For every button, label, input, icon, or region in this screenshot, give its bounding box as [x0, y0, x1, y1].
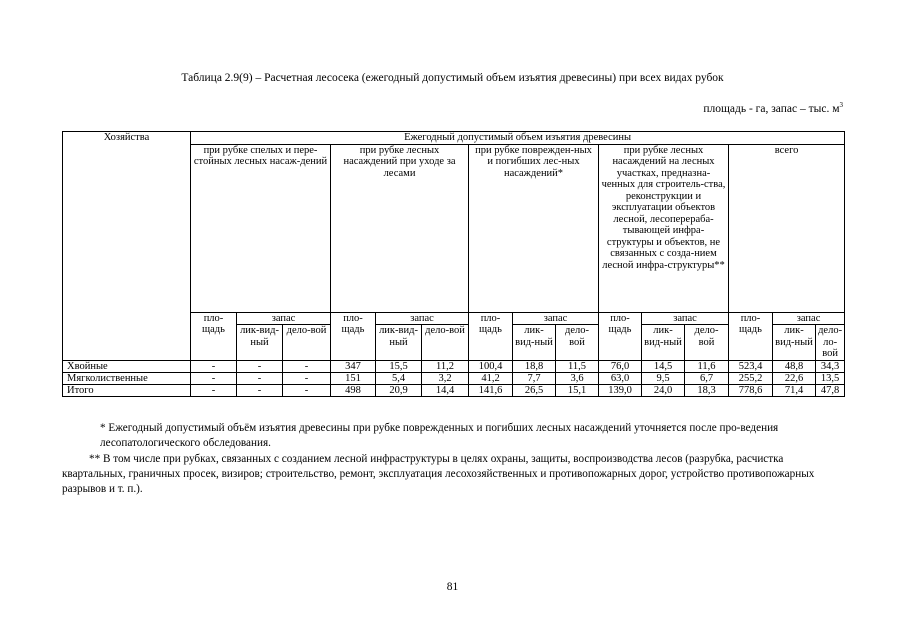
- table-cell: 7,7: [513, 372, 556, 384]
- table-cell: 498: [331, 384, 376, 396]
- units-text: площадь - га, запас – тыс. м: [703, 102, 840, 115]
- table-cell: 151: [331, 372, 376, 384]
- header-stock: запас: [773, 312, 845, 325]
- table-cell: 13,5: [816, 372, 845, 384]
- table-cell: 139,0: [599, 384, 642, 396]
- header-group-damaged: при рубке поврежден-ных и погибших лес-ных насаждений*: [469, 144, 599, 312]
- header-group-thinning: при рубке лесных насаждений при уходе за лесами: [331, 144, 469, 312]
- header-stock: запас: [237, 312, 331, 325]
- table-row: [63, 384, 845, 396]
- header-stock: запас: [642, 312, 729, 325]
- header-business: дело-ло-вой: [816, 325, 845, 361]
- table-cell: 11,6: [685, 360, 729, 372]
- table-cell: 11,5: [556, 360, 599, 372]
- table-cell: 18,3: [685, 384, 729, 396]
- footnote-damaged: * Ежегодный допустимый объём изъятия древесины при рубке поврежденных и погибших лесных насаждений уточняется после про-ведения лесопатологического обследования.: [100, 422, 779, 449]
- row-label: Мягколиственные: [63, 372, 191, 384]
- header-liquid: лик-вид-ный: [513, 325, 556, 361]
- header-stock: запас: [513, 312, 599, 325]
- table-cell: 18,8: [513, 360, 556, 372]
- header-liquid: лик-вид-ный: [237, 325, 283, 361]
- table-cell: -: [191, 372, 237, 384]
- table-cell: 6,7: [685, 372, 729, 384]
- table-cell: -: [237, 384, 283, 396]
- table-row: [63, 372, 845, 384]
- table-cell: 41,2: [469, 372, 513, 384]
- header-business: дело-вой: [556, 325, 599, 361]
- table-cell: 5,4: [376, 372, 422, 384]
- table-row: [63, 360, 845, 372]
- table-cell: -: [283, 360, 331, 372]
- table-cell: 9,5: [642, 372, 685, 384]
- units-note: [703, 101, 843, 115]
- table-cell: 76,0: [599, 360, 642, 372]
- header-group-mature: при рубке спелых и пере-стойных лесных насаж-дений: [191, 144, 331, 312]
- header-liquid: лик-вид-ный: [642, 325, 685, 361]
- table-cell: 100,4: [469, 360, 513, 372]
- row-label: Итого: [63, 384, 191, 396]
- table-cell: 24,0: [642, 384, 685, 396]
- table-cell: 15,5: [376, 360, 422, 372]
- units-superscript: 3: [839, 101, 843, 109]
- header-group-total: всего: [729, 144, 845, 312]
- table-cell: 48,8: [773, 360, 816, 372]
- table-cell: -: [237, 360, 283, 372]
- header-area: пло-щадь: [729, 312, 773, 360]
- footnote-infrastructure: ** В том числе при рубках, связанных с созданием лесной инфраструктуры в целях охраны, защиты, воспроизводства лесов (разрубка, расчистка квартальных, граничных просек, визиров; строительство, ремонт, эксплуатация лесохозяйственных и противопожарных дорог, устройство противопожарных разрывов и т. п.).: [62, 453, 815, 495]
- table-cell: 11,2: [422, 360, 469, 372]
- header-business: дело-вой: [422, 325, 469, 361]
- table-cell: -: [237, 372, 283, 384]
- table-cell: 3,2: [422, 372, 469, 384]
- table-cell: 347: [331, 360, 376, 372]
- table-caption: Таблица 2.9(9) – Расчетная лесосека (ежегодный допустимый объем изъятия древесины) при всех видах рубок: [181, 72, 724, 84]
- table-cell: -: [283, 384, 331, 396]
- table-cell: -: [191, 384, 237, 396]
- header-group-infrastructure: при рубке лесных насаждений на лесных участках, предназна-ченных для строитель-ства, реконструкции и эксплуатации объектов лесной, лесоперераба-тывающей инфра-структуры и объектов, не связанных с созда-нием лесной инфра-структуры**: [599, 144, 729, 312]
- felling-table: [62, 131, 845, 397]
- header-stock: запас: [376, 312, 469, 325]
- page-number: 81: [446, 581, 459, 593]
- header-business: дело-вой: [685, 325, 729, 361]
- header-liquid: лик-вид-ный: [773, 325, 816, 361]
- table-cell: 523,4: [729, 360, 773, 372]
- header-area: пло-щадь: [599, 312, 642, 360]
- table-cell: 22,6: [773, 372, 816, 384]
- table-cell: 26,5: [513, 384, 556, 396]
- table-cell: -: [191, 360, 237, 372]
- table-cell: 15,1: [556, 384, 599, 396]
- row-label: Хвойные: [63, 360, 191, 372]
- table-cell: 778,6: [729, 384, 773, 396]
- table-body: [63, 360, 845, 396]
- table-cell: 14,4: [422, 384, 469, 396]
- header-area: пло-щадь: [469, 312, 513, 360]
- table-cell: 63,0: [599, 372, 642, 384]
- table-cell: 47,8: [816, 384, 845, 396]
- header-business: дело-вой: [283, 325, 331, 361]
- header-farms: Хозяйства: [63, 132, 191, 361]
- table-cell: 71,4: [773, 384, 816, 396]
- table-cell: 14,5: [642, 360, 685, 372]
- table-cell: -: [283, 372, 331, 384]
- header-area: пло-щадь: [331, 312, 376, 360]
- table-cell: 255,2: [729, 372, 773, 384]
- table-cell: 141,6: [469, 384, 513, 396]
- table-cell: 34,3: [816, 360, 845, 372]
- header-main: Ежегодный допустимый объем изъятия древесины: [191, 132, 845, 145]
- table-cell: 20,9: [376, 384, 422, 396]
- header-liquid: лик-вид-ный: [376, 325, 422, 361]
- table-cell: 3,6: [556, 372, 599, 384]
- header-area: пло-щадь: [191, 312, 237, 360]
